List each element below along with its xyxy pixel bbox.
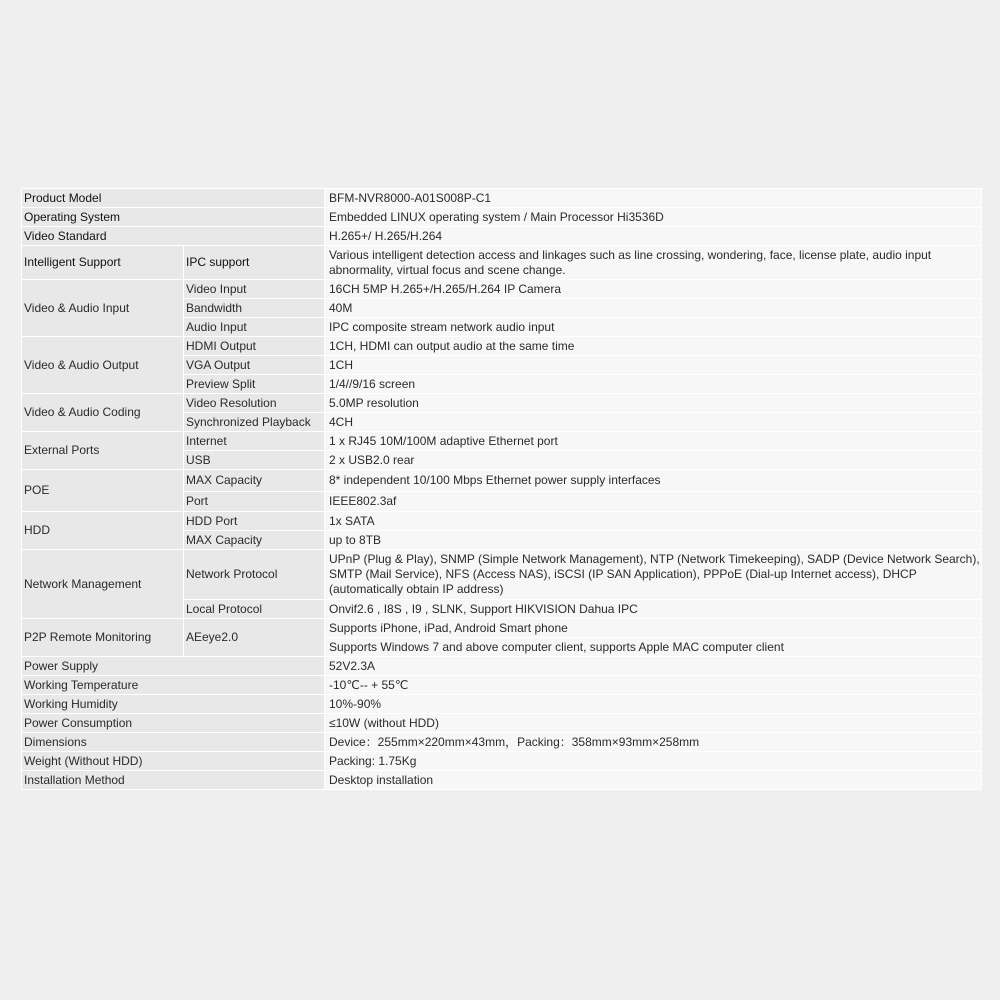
spec-subcategory: Bandwidth	[184, 299, 325, 318]
spec-value: Supports Windows 7 and above computer client, supports Apple MAC computer client	[325, 638, 982, 657]
spec-subcategory: VGA Output	[184, 356, 325, 375]
spec-row	[22, 432, 982, 451]
spec-category: Video Standard	[22, 227, 325, 246]
spec-value: 5.0MP resolution	[325, 394, 982, 413]
spec-value: H.265+/ H.265/H.264	[325, 227, 982, 246]
spec-category: POE	[22, 470, 184, 512]
spec-category: Video & Audio Coding	[22, 394, 184, 432]
spec-value: Desktop installation	[325, 771, 982, 790]
spec-category: Power Supply	[22, 657, 325, 676]
spec-value: IEEE802.3af	[325, 492, 982, 512]
spec-value: Various intelligent detection access and linkages such as line crossing, wondering, face, license plate, audio input abnormality, virtual focus and scene change.	[325, 246, 982, 280]
spec-row	[22, 550, 982, 600]
spec-subcategory: Preview Split	[184, 375, 325, 394]
spec-subcategory: HDD Port	[184, 512, 325, 531]
spec-subcategory: MAX Capacity	[184, 470, 325, 492]
spec-value: 52V2.3A	[325, 657, 982, 676]
spec-value: Embedded LINUX operating system / Main Processor Hi3536D	[325, 208, 982, 227]
spec-category: Power Consumption	[22, 714, 325, 733]
spec-row	[22, 695, 982, 714]
spec-category: HDD	[22, 512, 184, 550]
spec-subcategory: Network Protocol	[184, 550, 325, 600]
spec-value: Packing: 1.75Kg	[325, 752, 982, 771]
spec-row	[22, 227, 982, 246]
spec-subcategory: Audio Input	[184, 318, 325, 337]
spec-value: 1x SATA	[325, 512, 982, 531]
spec-category: Installation Method	[22, 771, 325, 790]
spec-row	[22, 752, 982, 771]
spec-subcategory: Internet	[184, 432, 325, 451]
spec-category: Working Humidity	[22, 695, 325, 714]
spec-subcategory: Port	[184, 492, 325, 512]
spec-value: 16CH 5MP H.265+/H.265/H.264 IP Camera	[325, 280, 982, 299]
spec-subcategory: Video Resolution	[184, 394, 325, 413]
spec-row	[22, 771, 982, 790]
spec-subcategory: Synchronized Playback	[184, 413, 325, 432]
spec-value: 40M	[325, 299, 982, 318]
spec-value: ≤10W (without HDD)	[325, 714, 982, 733]
spec-category: Dimensions	[22, 733, 325, 752]
spec-subcategory: Local Protocol	[184, 600, 325, 619]
spec-category: Product Model	[22, 189, 325, 208]
spec-value: 1CH	[325, 356, 982, 375]
spec-value: 2 x USB2.0 rear	[325, 451, 982, 470]
spec-value: UPnP (Plug & Play), SNMP (Simple Network Management), NTP (Network Timekeeping), SADP (Device Network Search), SMTP (Mail Service), NFS (Access NAS), iSCSI (IP SAN Application), PPPoE (Dial-up Internet access), DHCP (automatically obtain IP address)	[325, 550, 982, 600]
spec-category: Video & Audio Output	[22, 337, 184, 394]
spec-table	[21, 188, 982, 790]
spec-value: Supports iPhone, iPad, Android Smart phone	[325, 619, 982, 638]
spec-value: 10%-90%	[325, 695, 982, 714]
spec-row	[22, 470, 982, 492]
spec-value: Onvif2.6 , I8S , I9 , SLNK, Support HIKVISION Dahua IPC	[325, 600, 982, 619]
spec-row	[22, 619, 982, 638]
spec-value: up to 8TB	[325, 531, 982, 550]
spec-category: External Ports	[22, 432, 184, 470]
spec-value: 4CH	[325, 413, 982, 432]
spec-row	[22, 676, 982, 695]
spec-value: 1 x RJ45 10M/100M adaptive Ethernet port	[325, 432, 982, 451]
spec-value: BFM-NVR8000-A01S008P-C1	[325, 189, 982, 208]
spec-category: Intelligent Support	[22, 246, 184, 280]
spec-category: Video & Audio Input	[22, 280, 184, 337]
spec-subcategory: HDMI Output	[184, 337, 325, 356]
spec-table-body	[22, 189, 982, 790]
spec-subcategory: AEeye2.0	[184, 619, 325, 657]
spec-category: P2P Remote Monitoring	[22, 619, 184, 657]
spec-value: 1/4//9/16 screen	[325, 375, 982, 394]
spec-value: 1CH, HDMI can output audio at the same time	[325, 337, 982, 356]
spec-value: IPC composite stream network audio input	[325, 318, 982, 337]
spec-subcategory: USB	[184, 451, 325, 470]
spec-row	[22, 208, 982, 227]
spec-subcategory: IPC support	[184, 246, 325, 280]
spec-category: Weight (Without HDD)	[22, 752, 325, 771]
spec-row	[22, 246, 982, 280]
spec-value: Device：255mm×220mm×43mm，Packing：358mm×93mm×258mm	[325, 733, 982, 752]
spec-category: Working Temperature	[22, 676, 325, 695]
spec-category: Network Management	[22, 550, 184, 619]
spec-category: Operating System	[22, 208, 325, 227]
spec-row	[22, 337, 982, 356]
spec-subcategory: Video Input	[184, 280, 325, 299]
spec-value: -10℃-- + 55℃	[325, 676, 982, 695]
spec-subcategory: MAX Capacity	[184, 531, 325, 550]
spec-row	[22, 733, 982, 752]
spec-value: 8* independent 10/100 Mbps Ethernet power supply interfaces	[325, 470, 982, 492]
spec-row	[22, 189, 982, 208]
spec-row	[22, 657, 982, 676]
spec-row	[22, 512, 982, 531]
spec-row	[22, 394, 982, 413]
spec-row	[22, 280, 982, 299]
spec-row	[22, 714, 982, 733]
